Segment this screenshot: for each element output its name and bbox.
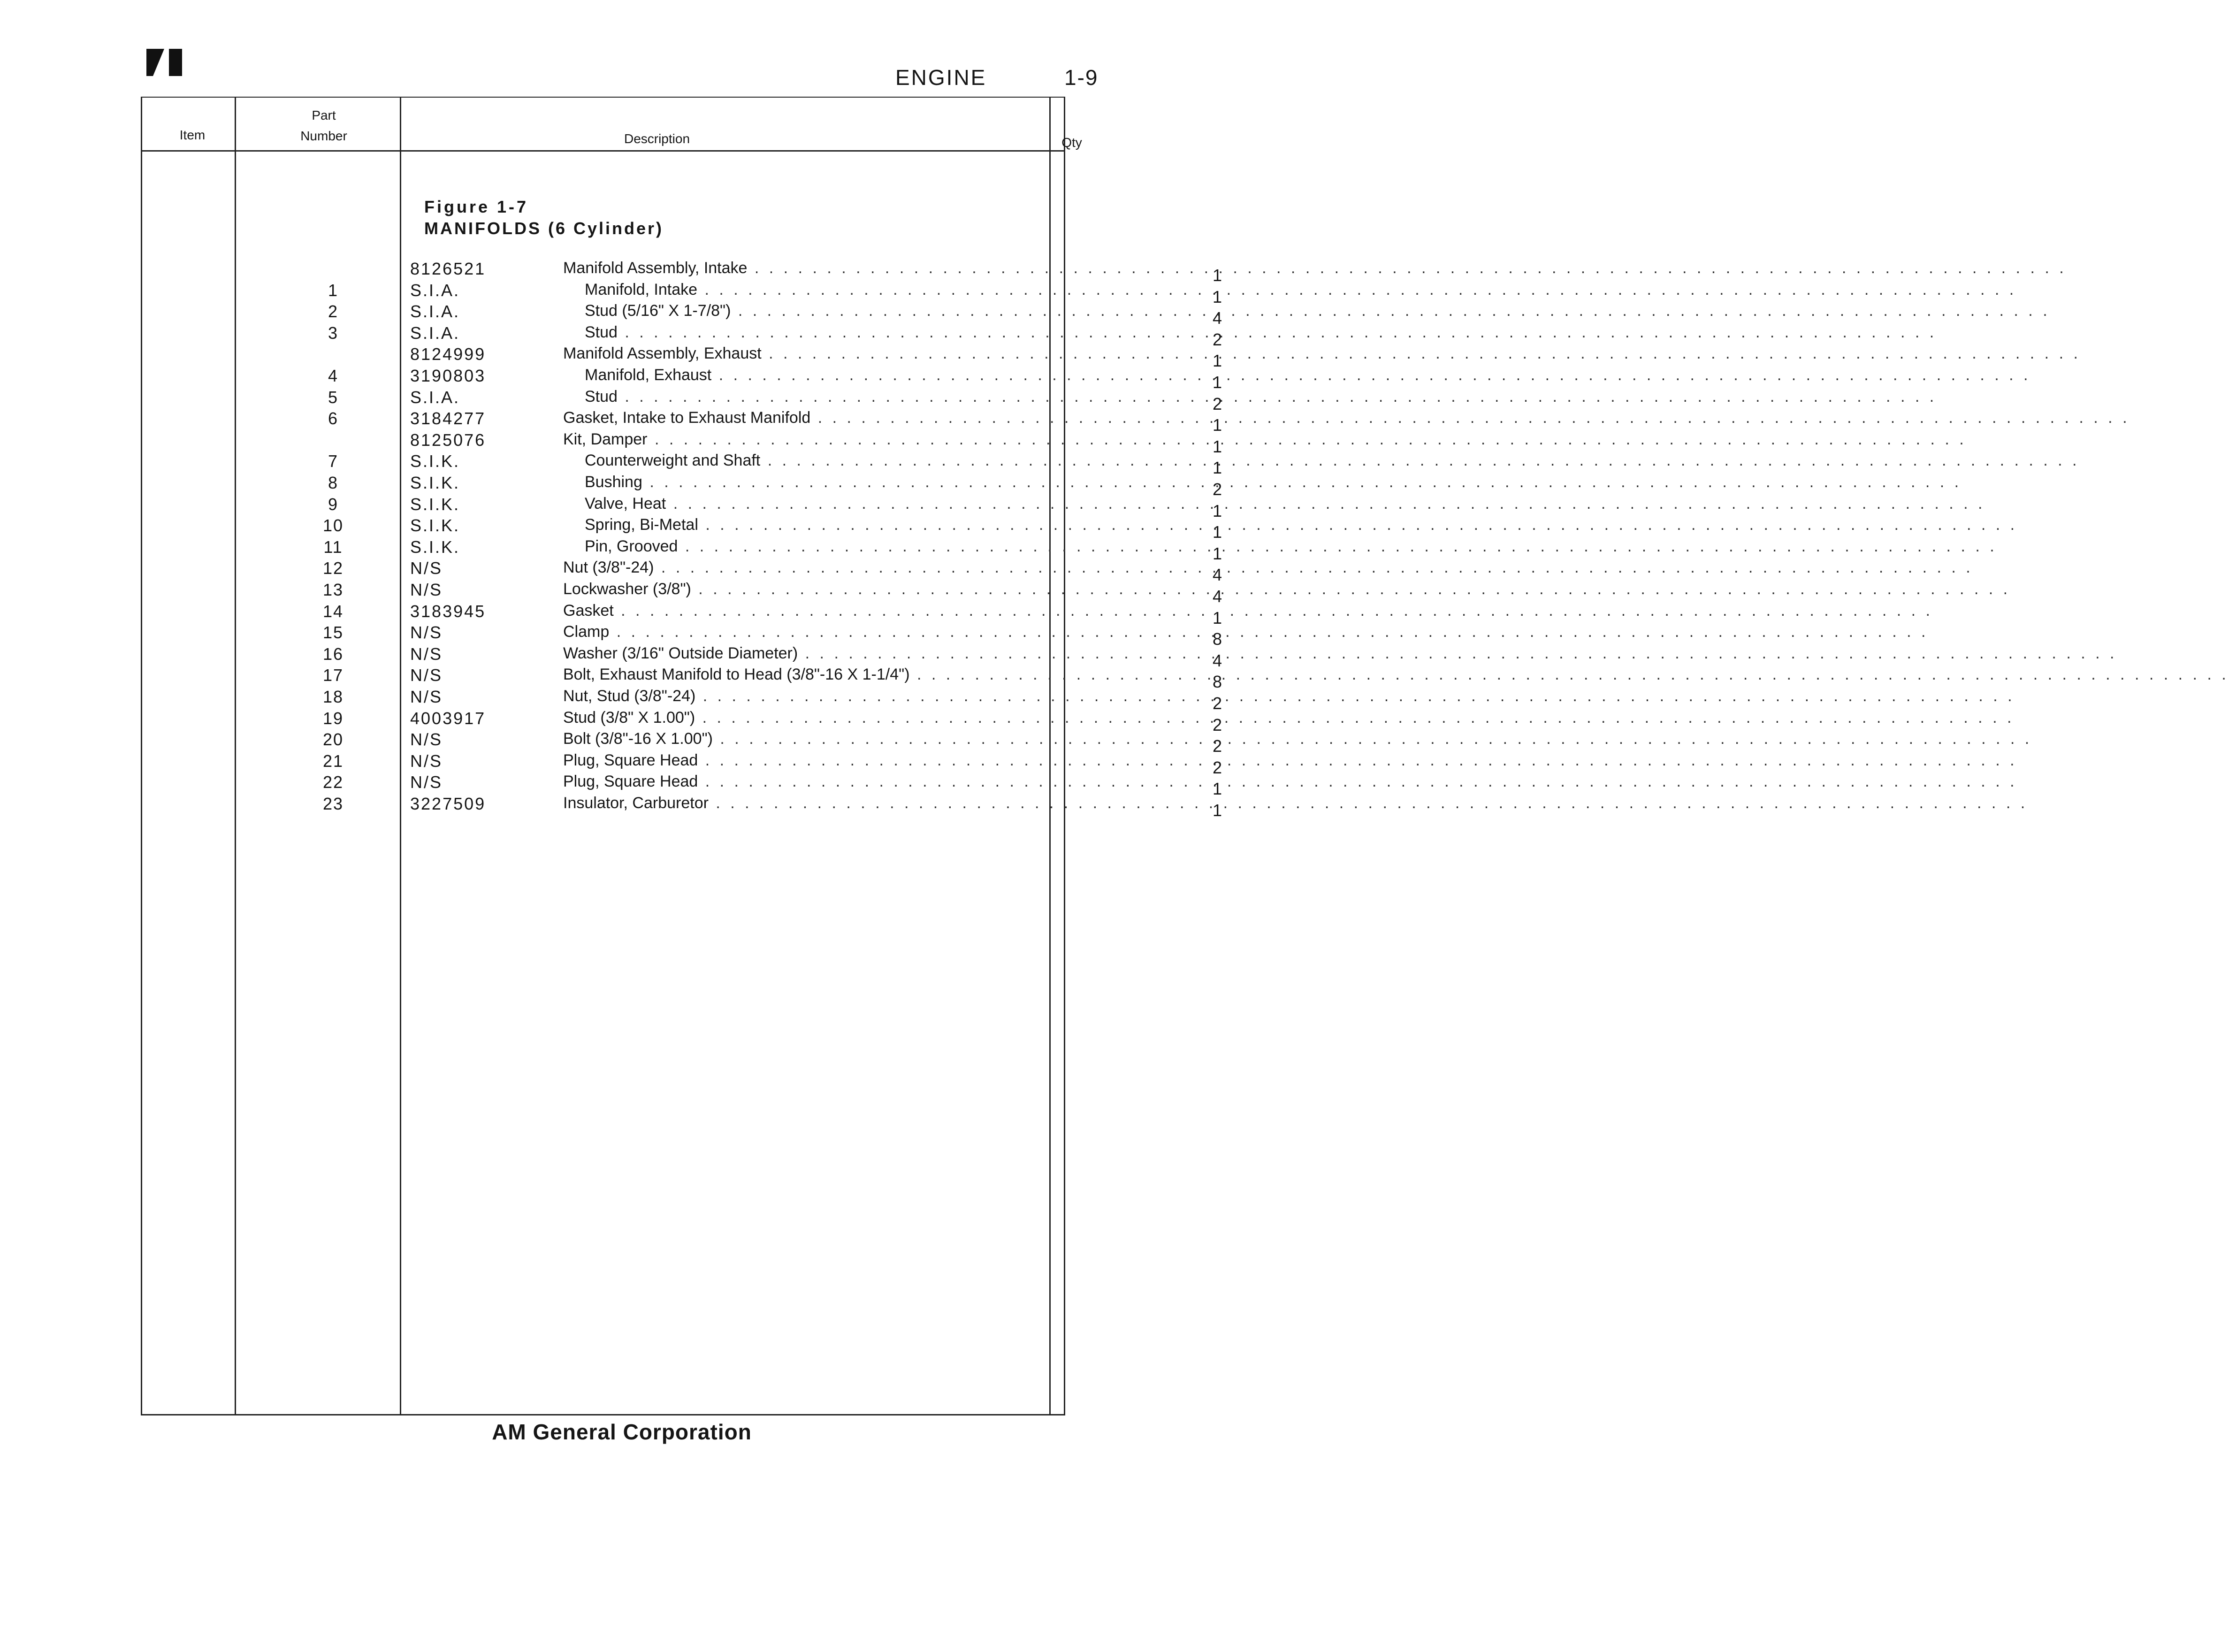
table-row <box>141 537 1222 563</box>
part-description: Manifold Assembly, Exhaust . . . <box>563 344 1182 363</box>
quantity: 4 <box>1212 565 1222 585</box>
table-row <box>141 601 1222 627</box>
part-description: Lockwasher (3/8") . . . <box>563 580 1182 598</box>
part-number: S.I.K. <box>410 516 460 535</box>
part-number: N/S <box>410 580 443 599</box>
part-description: Stud . . . <box>585 323 1182 342</box>
item-number: 4 <box>328 366 339 385</box>
item-number: 7 <box>328 451 339 471</box>
item-number: 6 <box>328 409 339 428</box>
table-row <box>141 644 1222 670</box>
table-row <box>141 623 1222 649</box>
quantity: 1 <box>1212 266 1222 285</box>
publisher-logo <box>146 49 184 76</box>
item-number: 12 <box>322 558 344 578</box>
table-row <box>141 473 1222 499</box>
table-row <box>141 451 1222 478</box>
column-header-part-line1: Part <box>312 108 336 122</box>
item-number: 20 <box>322 730 344 750</box>
quantity: 1 <box>1212 779 1222 799</box>
part-number: N/S <box>410 751 443 771</box>
item-number: 10 <box>322 516 344 535</box>
part-description: Bushing . . . <box>585 473 1182 491</box>
table-row <box>141 665 1222 692</box>
quantity: 4 <box>1212 650 1222 670</box>
item-number: 17 <box>322 665 344 685</box>
part-number: 3227509 <box>410 794 486 813</box>
part-description: Clamp . . . <box>563 623 1182 641</box>
table-row <box>141 580 1222 606</box>
part-description: Stud (3/8" X 1.00") . . . <box>563 709 1182 727</box>
part-number: S.I.K. <box>410 473 460 492</box>
table-row <box>141 387 1222 413</box>
table-row <box>141 516 1222 542</box>
part-description: Counterweight and Shaft . . . <box>585 451 1182 470</box>
quantity: 1 <box>1212 351 1222 371</box>
quantity: 1 <box>1212 543 1222 563</box>
page-number: 1-9 <box>1064 65 1099 90</box>
item-number: 11 <box>323 537 343 557</box>
table-row <box>141 280 1222 306</box>
part-number: 3184277 <box>410 409 486 428</box>
table-row <box>141 323 1222 349</box>
part-description: Valve, Heat . . . <box>585 495 1182 513</box>
table-row <box>141 558 1222 585</box>
footer-company: AM General Corporation <box>492 1420 752 1444</box>
item-number: 9 <box>328 494 339 514</box>
quantity: 2 <box>1212 736 1222 756</box>
quantity: 1 <box>1212 373 1222 392</box>
part-description: Kit, Damper . . . <box>563 430 1182 449</box>
table-row <box>141 344 1222 371</box>
part-description: Bolt, Exhaust Manifold to Head (3/8"-16 X 1-1/4") . . . <box>563 665 1182 684</box>
table-row <box>141 794 1222 820</box>
quantity: 2 <box>1212 394 1222 413</box>
part-description: Spring, Bi-Metal . . . <box>585 516 1182 534</box>
quantity: 1 <box>1212 522 1222 542</box>
quantity: 4 <box>1212 308 1222 328</box>
quantity: 4 <box>1212 587 1222 606</box>
part-description: Nut (3/8"-24) . . . <box>563 558 1182 577</box>
item-number: 23 <box>322 794 344 813</box>
table-row <box>141 751 1222 777</box>
part-number: S.I.A. <box>410 302 460 321</box>
part-number: 3190803 <box>410 366 486 385</box>
table-row <box>141 730 1222 756</box>
quantity: 2 <box>1212 329 1222 349</box>
part-number: S.I.A. <box>410 280 460 300</box>
part-number: N/S <box>410 730 443 750</box>
part-number: N/S <box>410 623 443 642</box>
column-header-item: Item <box>179 128 206 142</box>
table-row <box>141 259 1222 285</box>
part-description: Manifold, Intake . . . <box>585 281 1182 299</box>
part-number: 8125076 <box>410 430 486 450</box>
table-row <box>141 366 1222 392</box>
part-number: N/S <box>410 687 443 706</box>
part-description: Insulator, Carburetor . . . <box>563 794 1182 812</box>
part-number: 4003917 <box>410 708 486 728</box>
quantity: 2 <box>1212 694 1222 713</box>
table-row <box>141 302 1222 328</box>
part-description: Gasket, Intake to Exhaust Manifold . . . <box>563 409 1182 427</box>
part-number: N/S <box>410 558 443 578</box>
quantity: 2 <box>1212 715 1222 734</box>
part-description: Bolt (3/8"-16 X 1.00") . . . <box>563 730 1182 748</box>
table-row <box>141 430 1222 456</box>
part-description: Pin, Grooved . . . <box>585 537 1182 556</box>
part-description: Plug, Square Head . . . <box>563 751 1182 770</box>
part-description: Nut, Stud (3/8"-24) . . . <box>563 687 1182 705</box>
item-number: 21 <box>322 751 344 771</box>
part-number: S.I.A. <box>410 323 460 343</box>
part-number: S.I.K. <box>410 451 460 471</box>
quantity: 1 <box>1212 458 1222 478</box>
item-number: 19 <box>322 708 344 728</box>
figure-title: MANIFOLDS (6 Cylinder) <box>424 219 664 238</box>
part-number: N/S <box>410 644 443 664</box>
item-number: 16 <box>322 644 344 664</box>
item-number: 22 <box>322 772 344 792</box>
section-title: ENGINE <box>895 65 987 90</box>
part-number: N/S <box>410 772 443 792</box>
item-number: 18 <box>322 687 344 706</box>
item-number: 3 <box>328 323 339 343</box>
column-header-description: Description <box>624 131 690 146</box>
quantity: 1 <box>1212 415 1222 435</box>
item-number: 2 <box>328 302 339 321</box>
quantity: 1 <box>1212 436 1222 456</box>
table-row <box>141 772 1222 799</box>
quantity: 8 <box>1212 672 1222 692</box>
figure-label: Figure 1-7 <box>424 197 529 216</box>
item-number: 15 <box>322 623 344 642</box>
table-row <box>141 687 1222 713</box>
part-number: N/S <box>410 665 443 685</box>
quantity: 1 <box>1212 801 1222 820</box>
item-number: 13 <box>322 580 344 599</box>
part-description: Manifold, Exhaust . . . <box>585 366 1182 384</box>
item-number: 8 <box>328 473 339 492</box>
part-description: Washer (3/16" Outside Diameter) . . . <box>563 644 1182 663</box>
item-number: 1 <box>328 280 339 300</box>
part-number: 8124999 <box>410 344 486 364</box>
part-description: Gasket . . . <box>563 602 1182 620</box>
table-row <box>141 708 1222 734</box>
part-number: S.I.A. <box>410 387 460 407</box>
quantity: 8 <box>1212 629 1222 649</box>
quantity: 1 <box>1212 608 1222 627</box>
part-number: S.I.K. <box>410 537 460 557</box>
item-number: 5 <box>328 387 339 407</box>
column-header-part-line2: Number <box>300 129 347 143</box>
part-description: Stud . . . <box>585 388 1182 406</box>
header-divider <box>141 150 1065 152</box>
part-description: Plug, Square Head . . . <box>563 772 1182 791</box>
part-number: 8126521 <box>410 259 486 278</box>
quantity: 2 <box>1212 480 1222 499</box>
table-row <box>141 409 1222 435</box>
part-number: 3183945 <box>410 601 486 621</box>
table-row <box>141 494 1222 520</box>
part-number: S.I.K. <box>410 494 460 514</box>
quantity: 1 <box>1212 501 1222 520</box>
column-header-qty: Qty <box>1061 135 1082 150</box>
part-description: Manifold Assembly, Intake . . . <box>563 259 1182 277</box>
part-description: Stud (5/16" X 1-7/8") . . . <box>585 302 1182 320</box>
item-number: 14 <box>322 601 344 621</box>
quantity: 1 <box>1212 287 1222 306</box>
quantity: 2 <box>1212 757 1222 777</box>
